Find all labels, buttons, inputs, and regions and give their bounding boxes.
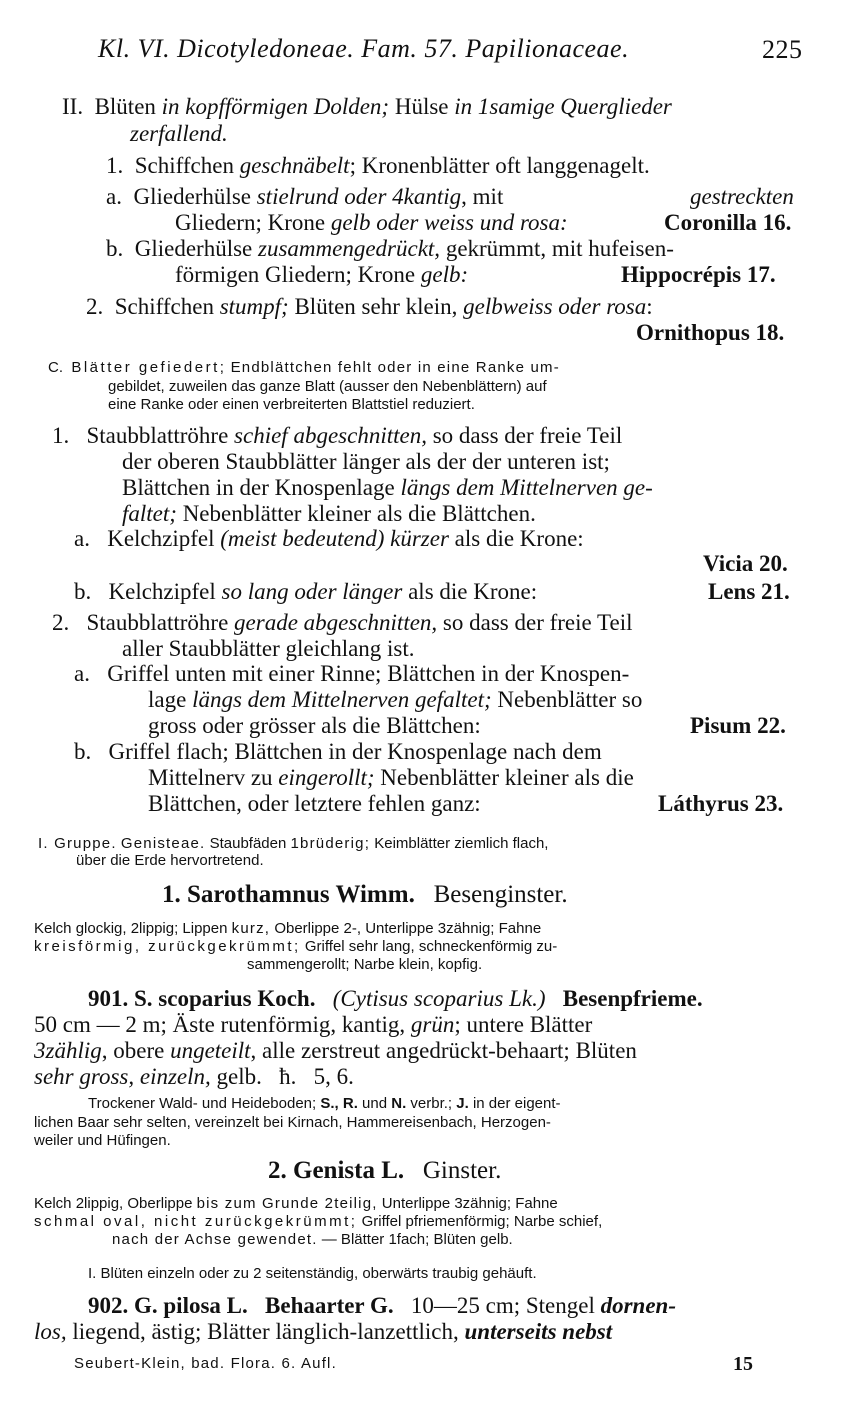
key-II-1b-line-1 — [106, 237, 674, 260]
common-name: Besenpfrieme. — [562, 986, 703, 1011]
text: Gliedern; Krone — [175, 210, 326, 235]
key-C-2a-line-3: gross oder grösser als die Blättchen: — [148, 713, 481, 738]
text: 10—25 cm; Stengel — [410, 1293, 595, 1318]
key-C-2a-line-2 — [148, 688, 642, 711]
text: I. Gruppe. — [38, 835, 117, 852]
text: Genisteae. — [120, 835, 206, 852]
key-C-line-1 — [48, 360, 560, 375]
genus-2-desc-2 — [34, 1214, 602, 1229]
text: Griffel sehr lang, schneckenförmig zu- — [304, 938, 558, 955]
key-num: 1. — [106, 153, 124, 178]
key-C-2-line-1 — [52, 611, 633, 634]
key-C-1a — [74, 527, 584, 550]
running-head — [98, 36, 629, 62]
species-name: 902. G. pilosa L. — [88, 1293, 248, 1318]
genus-1-desc-1 — [34, 921, 541, 936]
common-name: Behaarter G. — [265, 1293, 394, 1318]
spaced-text: kreisförmig, zurückgekrümmt; — [34, 938, 301, 955]
key-C-2-line-2: aller Staubblätter gleichlang ist. — [122, 636, 415, 661]
key-II-1a-line-2 — [175, 211, 568, 234]
italic-text: faltet; — [122, 501, 177, 526]
text: 1brüderig; — [290, 835, 371, 852]
text: Blättchen in der Knospenlage — [122, 475, 395, 500]
genus-title: 1. Sarothamnus Wimm. — [162, 881, 415, 908]
page-number: 225 — [762, 35, 803, 64]
text: als die Krone: — [454, 526, 584, 551]
italic-text: so lang oder länger — [221, 579, 403, 604]
text: förmigen Gliedern; Krone — [175, 262, 416, 287]
text: Oberlippe 2-, Unterlippe 3zähnig; Fahne — [274, 920, 542, 937]
species-902-line-2 — [34, 1320, 612, 1343]
subkey-I: I. Blüten einzeln oder zu 2 seitenständig, oberwärts traubig gehäuft. — [88, 1265, 537, 1282]
text: lage — [148, 687, 187, 712]
text: ; Kronenblätter oft langgenagelt. — [349, 153, 650, 178]
group-line-1 — [38, 836, 548, 851]
species-901-habitat-2: lichen Baar sehr selten, vereinzelt bei Kirnach, Hammereisenbach, Herzogen- — [34, 1114, 551, 1131]
key-C-2b-line-1 — [74, 740, 602, 763]
italic-text: in kopfförmigen Dolden; — [161, 94, 390, 119]
key-C-1b — [74, 580, 537, 603]
key-num: b. — [74, 739, 92, 764]
key-num: C. — [48, 359, 63, 376]
genus-lens: Lens 21. — [708, 579, 790, 604]
text: als die Krone: — [408, 579, 538, 604]
footer-signature: 15 — [733, 1353, 753, 1375]
text: Blüten — [94, 94, 156, 119]
genus-2-desc-3 — [112, 1232, 513, 1247]
text: Staubblattröhre — [86, 610, 229, 635]
region: S., R. — [320, 1095, 358, 1112]
key-II-1b-line-2 — [175, 263, 468, 286]
key-II-1 — [106, 154, 650, 177]
italic-text: schief abgeschnitten, — [234, 423, 427, 448]
italic-text: längs dem Mittelnerven ge- — [400, 475, 653, 500]
text: Blüten sehr klein, — [294, 294, 458, 319]
text: Kelch 2lippig, Oberlippe — [34, 1195, 193, 1212]
text: , obere — [101, 1038, 165, 1063]
italic-text: gelbweiss oder rosa — [463, 294, 647, 319]
region: N. — [391, 1095, 407, 1112]
key-num: b. — [74, 579, 92, 604]
italic-text: zusammengedrückt, — [258, 236, 441, 261]
key-C-1-line-2: der oberen Staubblätter länger als der der unteren ist; — [122, 449, 610, 474]
key-C-line-2: gebildet, zuweilen das ganze Blatt (ausser den Nebenblättern) auf — [108, 378, 547, 395]
italic-text: gelb oder weiss und rosa: — [330, 210, 568, 235]
text: in der eigent- — [472, 1095, 561, 1112]
text: Griffel flach; Blättchen in der Knospenlage nach dem — [108, 739, 602, 764]
key-num: 2. — [86, 294, 104, 319]
key-II-1a-line-1-end: gestreckten — [690, 184, 794, 209]
italic-text: sehr gross, einzeln, — [34, 1064, 211, 1089]
species-901-line-3 — [34, 1039, 637, 1062]
text: verbr.; — [410, 1095, 453, 1112]
genus-ornithopus: Ornithopus 18. — [636, 320, 785, 345]
species-901-line-4 — [34, 1065, 354, 1088]
text: Endblättchen fehlt oder in eine Ranke um- — [230, 359, 560, 376]
key-num: a. — [74, 661, 90, 686]
text: bis zum Grunde 2teilig, — [196, 1195, 378, 1212]
text: Kelchzipfel — [108, 579, 216, 604]
text: Gliederhülse — [133, 184, 251, 209]
text: Gliederhülse — [134, 236, 253, 261]
footer-author: Seubert-Klein, bad. Flora. 6. Aufl. — [74, 1355, 337, 1372]
italic-text: los, — [34, 1319, 67, 1344]
key-C-2b-line-2 — [148, 766, 634, 789]
italic-text: längs dem Mittelnerven gefaltet; — [192, 687, 492, 712]
text: Keimblätter ziemlich flach, — [374, 835, 549, 852]
region: J. — [456, 1095, 469, 1112]
text: nach der Achse gewendet. — [112, 1231, 318, 1248]
key-num: a. — [74, 526, 90, 551]
key-num: II. — [62, 94, 84, 119]
key-II-2-line-1 — [86, 295, 653, 318]
group-line-2: über die Erde hervortretend. — [76, 852, 264, 869]
key-num: a. — [106, 184, 122, 209]
genus-common-name: Besenginster. — [433, 881, 568, 908]
text: Hülse — [394, 94, 449, 119]
key-num: 1. — [52, 423, 70, 448]
italic-text: stielrund oder 4kantig — [256, 184, 462, 209]
key-C-2b-line-3: Blättchen, oder letztere fehlen ganz: — [148, 791, 481, 816]
spaced-text: schmal oval, nicht zurückgekrümmt; — [34, 1213, 358, 1230]
text: gekrümmt, mit hufeisen- — [445, 236, 674, 261]
species-name: 901. S. scoparius Koch. — [88, 986, 316, 1011]
italic-text: ungeteilt — [170, 1038, 251, 1063]
synonym: (Cytisus scoparius Lk.) — [332, 986, 546, 1011]
text: so dass der freie Teil — [442, 610, 633, 635]
text: Nebenblätter so — [497, 687, 643, 712]
text: Schiffchen — [114, 294, 214, 319]
flowering-months: 5, 6. — [313, 1064, 354, 1089]
text: 50 cm — 2 m; Äste rutenförmig, kantig, — [34, 1012, 406, 1037]
text: Unterlippe 3zähnig; Fahne — [381, 1195, 558, 1212]
text: Griffel pfriemenförmig; Narbe schief, — [361, 1213, 603, 1230]
text: : — [646, 294, 653, 319]
italic-text: dornen- — [600, 1293, 677, 1318]
key-C-1-line-3 — [122, 476, 653, 499]
key-II-1a-line-1 — [106, 185, 503, 208]
text: Nebenblätter kleiner als die Blättchen. — [182, 501, 536, 526]
key-num: 2. — [52, 610, 70, 635]
text: und — [362, 1095, 388, 1112]
text: liegend, ästig; Blätter länglich-lanzettlich, — [72, 1319, 459, 1344]
italic-text: in 1samige Querglieder — [454, 94, 672, 119]
species-901-line-2 — [34, 1013, 592, 1036]
key-II-line-1 — [62, 95, 672, 118]
text: gelb. — [216, 1064, 262, 1089]
key-C-2a-line-1 — [74, 662, 629, 685]
text: , alle zerstreut angedrückt-behaart; Blüten — [250, 1038, 637, 1063]
text: Schiffchen — [134, 153, 234, 178]
key-C-1-line-4 — [122, 502, 536, 525]
genus-1-desc-2 — [34, 939, 557, 954]
running-head-title: Kl. VI. Dicotyledoneae. Fam. 57. Papilionaceae. — [98, 34, 630, 63]
species-901-habitat-1 — [88, 1096, 561, 1111]
species-902-line-1 — [88, 1294, 676, 1317]
spaced-text: Blätter gefiedert; — [71, 359, 227, 376]
text: Staubfäden — [209, 835, 287, 852]
italic-text: geschnäbelt — [239, 153, 350, 178]
text: ; untere — [454, 1012, 524, 1037]
genus-2-desc-1 — [34, 1196, 558, 1211]
text: Mittelnerv zu — [148, 765, 273, 790]
text: , mit — [461, 184, 504, 209]
text: Staubblattröhre — [86, 423, 229, 448]
genus-lathyrus: Láthyrus 23. — [658, 791, 784, 816]
species-901-line-1 — [88, 987, 703, 1010]
genus-pisum: Pisum 22. — [690, 713, 786, 738]
key-II-line-2: zerfallend. — [130, 121, 228, 146]
genus-title: 2. Genista L. — [268, 1157, 405, 1184]
genus-common-name: Ginster. — [422, 1157, 502, 1184]
text: Kelchzipfel — [107, 526, 215, 551]
shrub-symbol: ħ. — [279, 1064, 297, 1089]
text: Trockener Wald- und Heideboden; — [88, 1095, 317, 1112]
genus-2-heading — [268, 1158, 501, 1183]
genus-1-desc-3: sammengerollt; Narbe klein, kopfig. — [247, 956, 483, 973]
italic-text: 3zählig — [34, 1038, 102, 1063]
key-C-1-line-1 — [52, 424, 622, 447]
genus-1-heading — [162, 882, 568, 907]
species-901-habitat-3: weiler und Hüfingen. — [34, 1132, 171, 1149]
text: Kelch glockig, 2lippig; Lippen — [34, 920, 228, 937]
italic-text: grün — [410, 1012, 455, 1037]
text: Griffel unten mit einer Rinne; Blättchen in der Knospen- — [107, 661, 630, 686]
genus-hippocrepis: Hippocrépis 17. — [621, 262, 776, 287]
genus-coronilla: Coronilla 16. — [664, 210, 792, 235]
text: so dass der freie Teil — [432, 423, 623, 448]
italic-text: eingerollt; — [278, 765, 375, 790]
text: kurz, — [231, 920, 271, 937]
italic-text: gelb: — [420, 262, 469, 287]
text: Blätter — [529, 1012, 593, 1037]
key-num: b. — [106, 236, 124, 261]
key-C-line-3: eine Ranke oder einen verbreiterten Blattstiel reduziert. — [108, 396, 475, 413]
genus-vicia: Vicia 20. — [703, 551, 788, 576]
italic-text: gerade abgeschnitten, — [234, 610, 438, 635]
italic-text: stumpf; — [219, 294, 289, 319]
text: Nebenblätter kleiner als die — [380, 765, 634, 790]
text: — Blätter 1fach; Blüten gelb. — [321, 1231, 513, 1248]
italic-text: (meist bedeutend) kürzer — [220, 526, 449, 551]
italic-text: unterseits nebst — [464, 1319, 613, 1344]
